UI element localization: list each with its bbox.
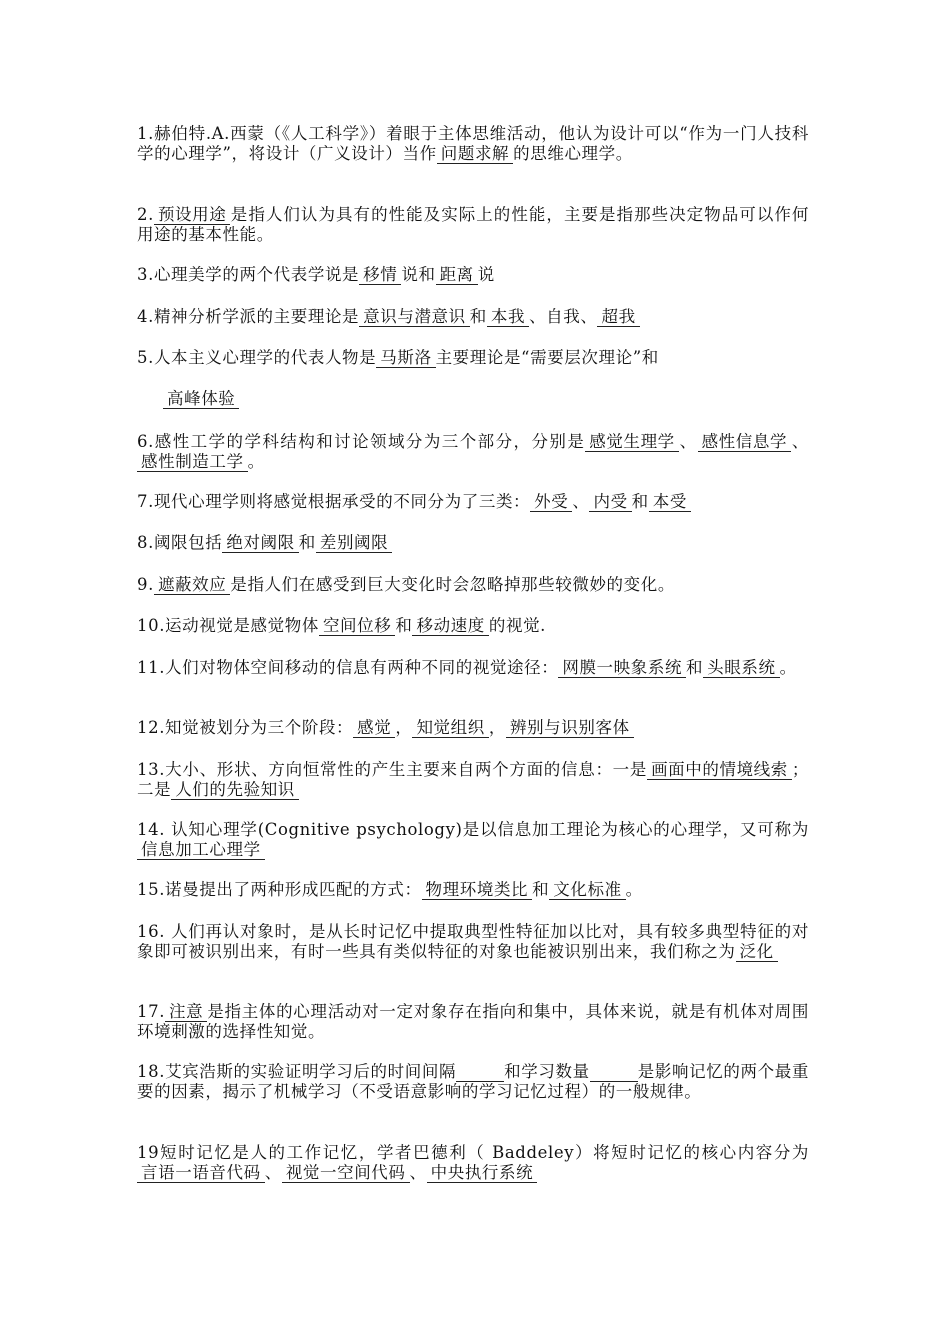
answer-blank: 视觉一空间代码 [282,1164,410,1183]
question-text: 说 [477,265,495,284]
answer-blank: 画面中的情境线索 [647,761,792,780]
question-text: 3.心理美学的两个代表学说是 [137,265,360,284]
answer-blank: 马斯洛 [376,349,435,368]
question-text: 。 [625,880,643,899]
question-text: ；二是 [137,760,809,799]
answer-blank: 本受 [649,493,691,512]
question-text: 10.运动视觉是感觉物体 [137,616,319,635]
question-14 [137,760,809,800]
question-2 [137,205,809,245]
question-text: 主要理论是“需要层次理论”和 [435,348,659,367]
question-17 [137,922,809,962]
answer-blank: 绝对阈限 [222,534,298,553]
question-text: 11.人们对物体空间移动的信息有两种不同的视觉途径： [137,658,559,677]
question-text: 12.知觉被划分为三个阶段： [137,718,354,737]
question-text: 。 [247,452,265,471]
question-text: 的思维心理学。 [513,144,633,163]
answer-blank: 感性信息学 [698,433,792,452]
question-text: 是影响记忆的两个最重要的因素，揭示了机械学习（不受语意影响的学习记忆过程）的一般规律。 [137,1062,810,1101]
answer-blank: 注意 [165,1003,207,1022]
question-19 [137,1062,809,1102]
question-text: 和学习数量 [504,1062,590,1081]
answer-blank: 本我 [487,308,529,327]
answer-blank [590,1063,638,1082]
question-text: 19短时记忆是人的工作记忆，学者巴德利（ Baddeley）将短时记忆的核心内容分为 [137,1143,809,1162]
answer-blank: 感觉生理学 [585,433,679,452]
question-13 [137,718,809,738]
question-18 [137,1002,809,1042]
question-10 [137,575,809,595]
answer-blank: 移动速度 [412,617,488,636]
question-text: 15.诺曼提出了两种形成匹配的方式： [137,880,422,899]
answer-blank: 信息加工心理学 [137,841,265,860]
answer-blank: 知觉组织 [412,719,488,738]
question-7 [137,432,809,472]
question-text: 是指人们认为具有的性能及实际上的性能，主要是指那些决定物品可以作何用途的基本性能。 [137,205,809,244]
question-3 [137,265,809,285]
question-text: 2. [137,205,154,224]
question-15 [137,820,809,860]
question-text: 的视觉. [488,616,547,635]
answer-blank: 移情 [359,266,401,285]
question-text: 16. 人们再认对象时，是从长时记忆中提取典型性特征加以比对，具有较多典型特征的对象即可被识别出来，有时一些具有类似特征的对象也能被识别出来，我们称之为 [137,922,809,961]
question-6 [137,389,835,409]
question-text: ， [395,718,413,737]
answer-blank: 文化标准 [549,881,625,900]
question-text: 、 [678,432,698,451]
question-text: 、 [791,432,809,451]
answer-blank: 内受 [589,493,631,512]
question-text: 18.艾宾浩斯的实验证明学习后的时间间隔 [137,1062,457,1081]
question-text: 1.赫伯特.A.西蒙（《人工科学》）着眼于主体思维活动，他认为设计可以“作为一门人技科学的心理学”，将设计（广义设计）当作 [137,124,809,163]
question-text: ， [488,718,506,737]
answer-blank [456,1063,504,1082]
question-text: 7.现代心理学则将感觉根据承受的不同分为了三类： [137,492,531,511]
question-text: 9. [137,575,154,594]
answer-blank: 意识与潜意识 [359,308,470,327]
question-text: 8.阈限包括 [137,533,223,552]
question-text: 是指主体的心理活动对一定对象存在指向和集中，具体来说，就是有机体对周围环境刺激的选择性知觉。 [137,1002,809,1041]
question-4 [137,307,809,327]
question-text: 和 [631,492,649,511]
question-text: 、 [409,1163,427,1182]
answer-blank: 超我 [597,308,639,327]
question-1 [137,124,809,164]
question-20 [137,1143,809,1183]
question-text: 、自我、 [529,307,598,326]
answer-blank: 距离 [436,266,478,285]
question-text: 和 [469,307,487,326]
question-text: 是指人们在感受到巨大变化时会忽略掉那些较微妙的变化。 [230,575,675,594]
question-text: 说和 [401,265,436,284]
answer-blank: 预设用途 [154,206,230,225]
answer-blank: 空间位移 [319,617,395,636]
answer-blank: 差别阈限 [316,534,392,553]
question-16 [137,880,809,900]
answer-blank: 外受 [530,493,572,512]
question-text: 13.大小、形状、方向恒常性的产生主要来自两个方面的信息：一是 [137,760,648,779]
answer-blank: 头眼系统 [703,659,779,678]
answer-blank: 感性制造工学 [137,453,248,472]
question-text: 和 [532,880,550,899]
question-text: 、 [264,1163,282,1182]
question-12 [137,658,809,678]
answer-blank: 问题求解 [437,145,513,164]
question-8 [137,492,809,512]
question-text: 5.人本主义心理学的代表人物是 [137,348,377,367]
question-text: 。 [779,658,797,677]
answer-blank: 物理环境类比 [422,881,533,900]
question-text: 14. 认知心理学(Cognitive psychology)是以信息加工理论为核心的心理学，又可称为 [137,820,809,839]
question-text: 和 [395,616,413,635]
question-text: 4.精神分析学派的主要理论是 [137,307,360,326]
question-text: 和 [686,658,704,677]
question-text: 17. [137,1002,166,1021]
answer-blank: 中央执行系统 [427,1164,538,1183]
question-text: 、 [572,492,590,511]
answer-blank: 网膜一映象系统 [558,659,686,678]
question-5 [137,348,809,368]
answer-blank: 辨别与识别客体 [506,719,634,738]
question-9 [137,533,809,553]
answer-blank: 泛化 [736,943,778,962]
answer-blank: 遮蔽效应 [154,576,230,595]
answer-blank: 言语一语音代码 [137,1164,265,1183]
question-11 [137,616,809,636]
question-text: 6.感性工学的学科结构和讨论领域分为三个部分，分别是 [137,432,586,451]
answer-blank: 人们的先验知识 [171,781,299,800]
answer-blank: 感觉 [353,719,395,738]
question-text: 和 [298,533,316,552]
answer-blank: 高峰体验 [163,390,239,409]
